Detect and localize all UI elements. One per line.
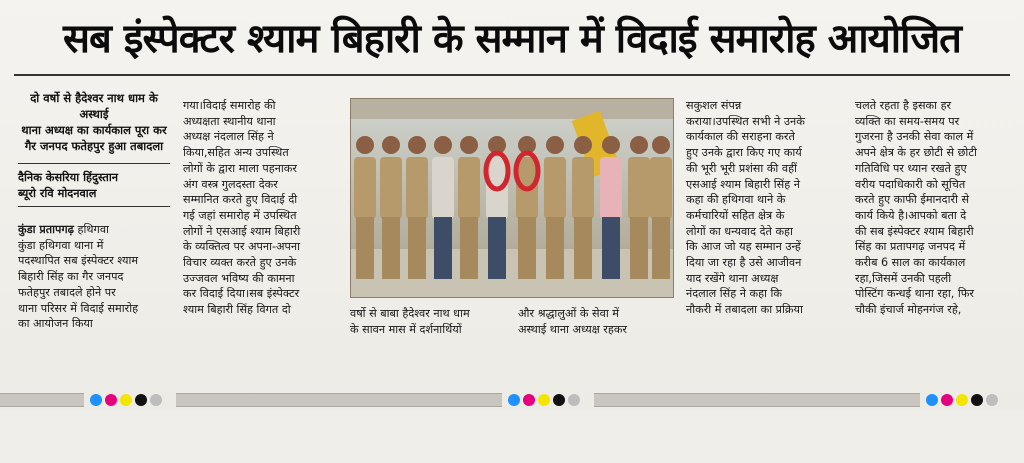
text-line: कार्यकाल की सराहना करते xyxy=(686,130,795,144)
byline-paper: दैनिक केसरिया हिंदुस्तान xyxy=(18,171,119,184)
registration-dot xyxy=(553,394,565,406)
text-line: चलते रहता है इसका हर xyxy=(855,99,952,112)
text-line: श्याम बिहारी सिंह विगत दो xyxy=(183,303,291,317)
registration-dot xyxy=(971,394,983,406)
text-line: सम्मानित करते हुए विदाई दी xyxy=(183,193,298,207)
subheadline-line: थाना अध्यक्ष का कार्यकाल पूरा कर xyxy=(21,123,167,137)
text-line: बिहारी सिंह का गैर जनपद xyxy=(18,270,124,284)
text-line: अस्थाई थाना अध्यक्ष रहकर xyxy=(518,322,627,336)
person-legs xyxy=(382,217,400,279)
text-line: किया,सहित अन्य उपस्थित xyxy=(183,146,289,160)
column-2 xyxy=(183,98,338,318)
text-line: गई जहां समारोह में उपस्थित xyxy=(183,208,297,222)
person-legs xyxy=(602,217,620,279)
text-line: और श्रद्धालुओं के सेवा में xyxy=(518,307,619,320)
registration-dot xyxy=(926,394,938,406)
headline-rule xyxy=(14,74,1010,76)
person-head xyxy=(434,136,452,154)
text-line: की सब इंस्पेक्टर श्याम बिहारी xyxy=(855,224,974,238)
text-line: हथिगवा xyxy=(77,223,109,236)
print-dots xyxy=(926,393,998,407)
person-head xyxy=(546,136,564,154)
person-body xyxy=(544,157,566,219)
text-line: कि आज जो यह सम्मान उन्हें xyxy=(686,240,801,254)
text-line: व्यक्ति का समय-समय पर xyxy=(855,114,960,128)
person-legs xyxy=(518,217,536,279)
person-body xyxy=(432,157,454,219)
subheadline-line: दो वर्षो से हैदेश्वर नाथ धाम के अस्थाई xyxy=(30,91,158,121)
registration-dot xyxy=(941,394,953,406)
text-line: पोस्टिंग कन्धई थाना रहा, फिर xyxy=(855,287,974,301)
column-4 xyxy=(686,98,841,318)
registration-dot xyxy=(568,394,580,406)
person-body xyxy=(572,157,594,219)
print-strip xyxy=(594,393,920,407)
text-line: फतेहपुर तबादले होने पर xyxy=(18,285,116,299)
registration-dot xyxy=(523,394,535,406)
text-line: अपने क्षेत्र के हर छोटी से छोटी xyxy=(855,146,977,160)
text-line: नौकरी में तबादला का प्रक्रिया xyxy=(686,303,803,317)
print-dots xyxy=(508,393,580,407)
subheadline-rule xyxy=(18,163,170,164)
group-photo xyxy=(350,98,674,298)
text-line: करीब 6 साल का कार्यकाल xyxy=(855,256,966,270)
column-1 xyxy=(18,222,170,332)
person-head xyxy=(602,136,620,154)
person-body xyxy=(600,157,622,219)
text-line: के व्यक्तित्व पर अपना-अपना xyxy=(183,240,301,254)
person-head xyxy=(652,136,670,154)
group-photo-police-farewell-icon xyxy=(351,99,673,297)
person-legs xyxy=(574,217,592,279)
text-line: करते हुए काफी ईमानदारी से xyxy=(855,193,970,207)
text-line: लोगों का धन्यवाद देते कहा xyxy=(686,224,793,238)
column-3-right xyxy=(518,306,672,337)
text-line: उज्जवल भविष्य की कामना xyxy=(183,271,295,285)
text-line: गतिविधि पर ध्यान रखते हुए xyxy=(855,161,967,175)
text-line: लोगों के द्वारा माला पहनाकर xyxy=(183,161,297,175)
person-body xyxy=(458,157,480,219)
person-head xyxy=(460,136,478,154)
registration-dot xyxy=(150,394,162,406)
text-line: नंदलाल सिंह ने कहा कि xyxy=(686,287,782,301)
byline-rule xyxy=(18,206,170,207)
text-line: के सावन मास में दर्शनार्थियों xyxy=(350,322,462,336)
person-head xyxy=(630,136,648,154)
text-line: दिया जा रहा है उसे आजीवन xyxy=(686,256,802,270)
dateline: कुंडा प्रतापगढ़ xyxy=(18,223,74,236)
text-line: कर्मचारियों सहित क्षेत्र के xyxy=(686,208,785,222)
text-line: हुए उनके द्वारा किए गए कार्य xyxy=(686,146,802,160)
text-line: रहा,जिसमें उनकी पहली xyxy=(855,271,952,285)
person-body xyxy=(354,157,376,219)
text-line: कराया।उपस्थित सभी ने उनके xyxy=(686,114,805,128)
person-body xyxy=(628,157,650,219)
person-legs xyxy=(434,217,452,279)
page-margin xyxy=(0,410,1024,463)
registration-dot xyxy=(105,394,117,406)
byline-author: ब्यूरो रवि मोदनवाल xyxy=(18,187,97,200)
text-line: गया।विदाई समारोह की xyxy=(183,99,276,112)
registration-dot xyxy=(986,394,998,406)
text-line: अध्यक्ष नंदलाल सिंह ने xyxy=(183,130,274,144)
text-line: एसआई श्याम बिहारी सिंह ने xyxy=(686,177,800,191)
text-line: पदस्थापित सब इंस्पेक्टर श्याम xyxy=(18,254,139,268)
person-body xyxy=(380,157,402,219)
text-line: वरीय पदाधिकारी को सूचित xyxy=(855,177,966,191)
person-legs xyxy=(630,217,648,279)
text-line: कर विदाई दिया।सब इंस्पेक्टर xyxy=(183,287,300,301)
text-line: सिंह का प्रतापगढ़ जनपद में xyxy=(855,240,966,254)
person-head xyxy=(356,136,374,154)
registration-dot xyxy=(508,394,520,406)
text-line: लोगों ने एसआई श्याम बिहारी xyxy=(183,224,301,238)
column-5 xyxy=(855,98,1010,318)
person-head xyxy=(574,136,592,154)
person-head xyxy=(408,136,426,154)
person-body xyxy=(406,157,428,219)
person-legs xyxy=(546,217,564,279)
person-head xyxy=(382,136,400,154)
registration-dot xyxy=(90,394,102,406)
text-line: कहा की हथिगवा थाने के xyxy=(686,193,786,207)
person-legs xyxy=(488,217,506,279)
text-line: का आयोजन किया xyxy=(18,317,93,331)
byline xyxy=(18,170,170,202)
text-line: कार्य किये है।आपको बता दे xyxy=(855,208,967,222)
text-line: विचार व्यक्त करते हुए उनके xyxy=(183,256,297,270)
print-dots xyxy=(90,393,162,407)
person-body xyxy=(650,157,672,219)
text-line: अंग वस्त्र गुलदस्ता देकर xyxy=(183,177,278,191)
headline: सब इंस्पेक्टर श्याम बिहारी के सम्मान में विदाई समारोह आयोजित xyxy=(63,16,961,62)
registration-dot xyxy=(538,394,550,406)
text-line: चौकी इंचार्ज मोहनगंज रहे, xyxy=(855,303,962,317)
text-line: थाना परिसर में विदाई समारोह xyxy=(18,301,139,315)
subheadline-line: गैर जनपद फतेहपुर हुआ तबादला xyxy=(24,139,164,153)
registration-dot xyxy=(135,394,147,406)
print-strip xyxy=(0,393,84,407)
registration-dot xyxy=(956,394,968,406)
person-legs xyxy=(408,217,426,279)
person-legs xyxy=(652,217,670,279)
print-strip xyxy=(176,393,502,407)
text-line: की भूरी भूरी प्रशंसा की वहीं xyxy=(686,161,797,175)
text-line: गुजरना है उनकी सेवा काल में xyxy=(855,130,974,144)
subheadline xyxy=(14,90,174,154)
registration-dot xyxy=(120,394,132,406)
person-legs xyxy=(356,217,374,279)
text-line: अध्यक्षता स्थानीय थाना xyxy=(183,114,276,128)
column-3-left xyxy=(350,306,508,337)
text-line: याद रखेंगे थाना अध्यक्ष xyxy=(686,271,779,285)
text-line: वर्षो से बाबा हैदेश्वर नाथ धाम xyxy=(350,307,470,320)
text-line: कुंडा हथिगवा थाना में xyxy=(18,238,104,252)
person-legs xyxy=(460,217,478,279)
text-line: सकुशल संपन्न xyxy=(686,99,742,112)
